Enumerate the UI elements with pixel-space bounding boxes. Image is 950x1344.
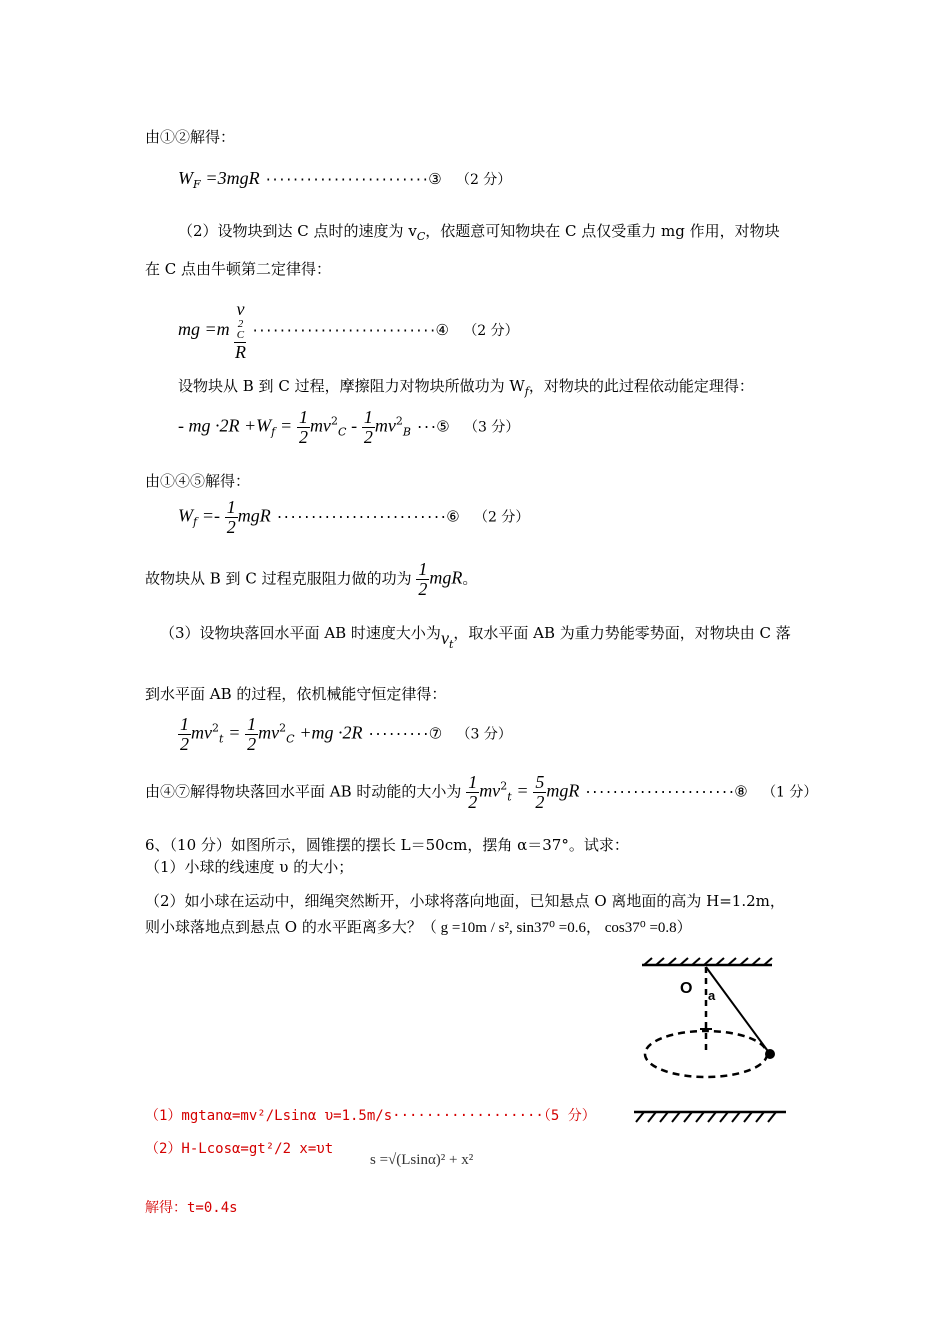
answer-result: 解得：t=0.4s — [145, 1200, 238, 1216]
work-conclusion: 故物块从 B 到 C 过程克服阻力做的功为 $\frac{1}{2}$ mgR。 — [145, 559, 478, 599]
equation-6: $W_f$ =- $\frac{1}{2}$ mgR ·························⑥ （2 分） — [178, 497, 530, 537]
answer-part2: （2）H-Lcosα=gt²/2 x=υt — [145, 1141, 334, 1157]
answer-part2-formula: s =√(Lsinα)² + x² — [370, 1152, 474, 1168]
solution-step-text: 由①④⑤解得： — [145, 472, 251, 490]
part2-intro: （2）设物块到达 C 点时的速度为 $v_C$，依题意可知物块在 C 点仅受重力 mg 作用，对物块 — [178, 222, 780, 243]
part2-intro-cont: 在 C 点由牛顿第二定律得： — [145, 260, 332, 278]
question-6-part2-cont: 则小球落地点到悬点 O 的水平距离多大？（ g =10m / s², sin37⁰ =0.6， cos37⁰ =0.8） — [145, 918, 692, 936]
pivot-label: O — [680, 980, 693, 997]
equation-8: 由④⑦解得物块落回水平面 AB 时动能的大小为 $\frac{1}{2}$ $mv^2_t$ = $\frac{5}{2}$ mgR ······················⑧ （1 分） — [145, 772, 818, 812]
part3-intro-cont: 到水平面 AB 的过程，依机械能守恒定律得： — [145, 685, 447, 703]
question-6-title: 6、（10 分）如图所示，圆锥摆的摆长 L＝50cm，摆角 α＝37°。试求： — [145, 836, 629, 854]
equation-5: - mg $\cdot 2R +W_f$ = $\frac{1}{2}$ $mv^2_C$ - $\frac{1}{2}$ $mv^2_B$ ···⑤ （3 分） — [178, 407, 520, 447]
equation-7: $\frac{1}{2}$ $mv^2_t$ = $\frac{1}{2}$ $mv^2_C +mg \cdot 2R$ ·········⑦ （3 分） — [180, 714, 512, 754]
part3-intro: （3）设物块落回水平面 AB 时速度大小为$v_t$，取水平面 AB 为重力势能零势面，对物块由 C 落 — [160, 624, 791, 651]
conical-pendulum-figure — [630, 955, 790, 1125]
angle-label: a — [708, 988, 716, 1003]
question-6-part2: （2）如小球在运动中，细绳突然断开，小球将落向地面，已知悬点 O 离地面的高为 H=1.2m， — [145, 892, 785, 910]
answer-part1: （1）mgtanα=mv²/Lsinα υ=1.5m/s··················（5 分） — [145, 1108, 596, 1124]
work-energy-intro: 设物块从 B 到 C 过程，摩擦阻力对物块所做功为 $W_f$，对物块的此过程依动能定理得： — [178, 377, 754, 398]
solution-step-text: 由①②解得： — [145, 128, 236, 146]
question-6-part1: （1）小球的线速度 υ 的大小； — [145, 858, 354, 876]
equation-3: $W_F =3mgR$ ························③ （2 分） — [178, 168, 512, 191]
equation-4: mg =m v 2 C R ···························④ （2 分） — [178, 299, 519, 362]
